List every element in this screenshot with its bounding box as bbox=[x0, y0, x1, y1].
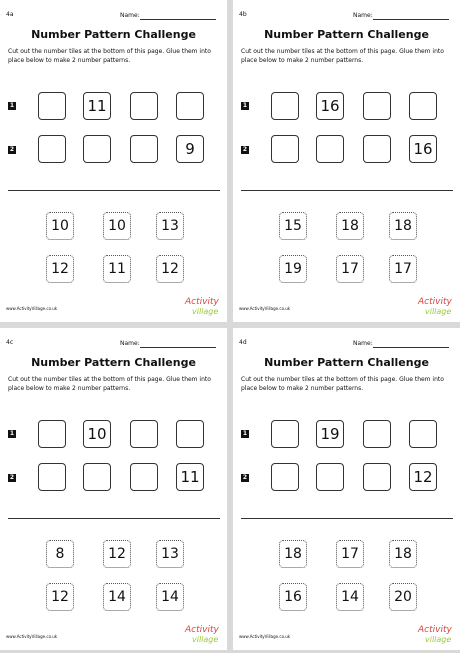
pattern-box bbox=[38, 420, 66, 448]
number-tile: 17 bbox=[389, 255, 417, 283]
row-number-2: 2 bbox=[242, 146, 248, 153]
number-tile: 17 bbox=[336, 540, 364, 568]
row-number-1: 1 bbox=[9, 102, 15, 109]
worksheet-4b bbox=[233, 0, 460, 322]
sheet-title: Number Pattern Challenge bbox=[31, 28, 196, 41]
logo-activity: Activity bbox=[185, 625, 219, 635]
number-tile: 10 bbox=[103, 212, 131, 240]
logo-activity: Activity bbox=[185, 297, 219, 307]
name-label: Name: bbox=[120, 12, 140, 19]
pattern-box bbox=[176, 420, 204, 448]
sheet-code: 4c bbox=[6, 339, 14, 346]
number-tile: 18 bbox=[389, 540, 417, 568]
number-tile: 19 bbox=[279, 255, 307, 283]
number-tile: 18 bbox=[279, 540, 307, 568]
row-number-2: 2 bbox=[242, 474, 248, 481]
pattern-box: 9 bbox=[176, 135, 204, 163]
worksheet-4d bbox=[233, 328, 460, 650]
pattern-box bbox=[130, 420, 158, 448]
pattern-box bbox=[316, 463, 344, 491]
row-number-1: 1 bbox=[242, 102, 248, 109]
number-tile: 15 bbox=[279, 212, 307, 240]
number-tile: 11 bbox=[103, 255, 131, 283]
sheet-title: Number Pattern Challenge bbox=[31, 356, 196, 369]
pattern-box bbox=[130, 92, 158, 120]
pattern-box: 16 bbox=[316, 92, 344, 120]
sheet-code: 4b bbox=[239, 11, 247, 18]
worksheet-4c bbox=[0, 328, 227, 650]
number-tile: 12 bbox=[46, 255, 74, 283]
pattern-box bbox=[38, 92, 66, 120]
name-label: Name: bbox=[120, 340, 140, 347]
pattern-box bbox=[363, 463, 391, 491]
instructions: Cut out the number tiles at the bottom of this page. Glue them into place below to make 2 number patterns. bbox=[8, 376, 211, 392]
cut-line bbox=[241, 190, 453, 191]
number-tile: 20 bbox=[389, 583, 417, 611]
name-label: Name: bbox=[353, 12, 373, 19]
pattern-box bbox=[363, 135, 391, 163]
number-tile: 17 bbox=[336, 255, 364, 283]
number-tile: 14 bbox=[336, 583, 364, 611]
footer-url: www.ActivityVillage.co.uk bbox=[239, 634, 291, 639]
sheet-title: Number Pattern Challenge bbox=[264, 356, 429, 369]
pattern-box: 11 bbox=[83, 92, 111, 120]
name-label: Name: bbox=[353, 340, 373, 347]
logo-village: village bbox=[425, 307, 452, 316]
pattern-box bbox=[409, 420, 437, 448]
instructions: Cut out the number tiles at the bottom of this page. Glue them into place below to make 2 number patterns. bbox=[241, 48, 444, 64]
cut-line bbox=[241, 518, 453, 519]
pattern-box bbox=[38, 463, 66, 491]
row-number-1: 1 bbox=[242, 430, 248, 437]
pattern-box bbox=[271, 420, 299, 448]
logo-village: village bbox=[192, 635, 219, 644]
number-tile: 18 bbox=[336, 212, 364, 240]
name-line bbox=[373, 19, 449, 20]
pattern-box bbox=[409, 92, 437, 120]
pattern-box bbox=[271, 92, 299, 120]
cut-line bbox=[8, 190, 220, 191]
footer-url: www.ActivityVillage.co.uk bbox=[239, 306, 291, 311]
logo-village: village bbox=[425, 635, 452, 644]
number-tile: 14 bbox=[103, 583, 131, 611]
pattern-box: 19 bbox=[316, 420, 344, 448]
pattern-box bbox=[271, 135, 299, 163]
pattern-box bbox=[363, 92, 391, 120]
number-tile: 13 bbox=[156, 212, 184, 240]
number-tile: 12 bbox=[156, 255, 184, 283]
sheet-code: 4d bbox=[239, 339, 247, 346]
number-tile: 13 bbox=[156, 540, 184, 568]
name-line bbox=[140, 19, 216, 20]
number-tile: 12 bbox=[46, 583, 74, 611]
name-line bbox=[373, 347, 449, 348]
cut-line bbox=[8, 518, 220, 519]
logo-activity: Activity bbox=[418, 297, 452, 307]
sheet-title: Number Pattern Challenge bbox=[264, 28, 429, 41]
worksheet-4a bbox=[0, 0, 227, 322]
number-tile: 14 bbox=[156, 583, 184, 611]
pattern-box bbox=[363, 420, 391, 448]
row-number-1: 1 bbox=[9, 430, 15, 437]
pattern-box: 12 bbox=[409, 463, 437, 491]
pattern-box bbox=[130, 463, 158, 491]
pattern-box bbox=[83, 463, 111, 491]
pattern-box: 11 bbox=[176, 463, 204, 491]
pattern-box bbox=[176, 92, 204, 120]
footer-url: www.ActivityVillage.co.uk bbox=[6, 634, 58, 639]
logo-activity: Activity bbox=[418, 625, 452, 635]
pattern-box bbox=[83, 135, 111, 163]
pattern-box: 10 bbox=[83, 420, 111, 448]
pattern-box: 16 bbox=[409, 135, 437, 163]
logo-village: village bbox=[192, 307, 219, 316]
number-tile: 10 bbox=[46, 212, 74, 240]
row-number-2: 2 bbox=[9, 146, 15, 153]
footer-url: www.ActivityVillage.co.uk bbox=[6, 306, 58, 311]
pattern-box bbox=[130, 135, 158, 163]
name-line bbox=[140, 347, 216, 348]
sheet-code: 4a bbox=[6, 11, 14, 18]
number-tile: 16 bbox=[279, 583, 307, 611]
pattern-box bbox=[316, 135, 344, 163]
pattern-box bbox=[271, 463, 299, 491]
row-number-2: 2 bbox=[9, 474, 15, 481]
number-tile: 8 bbox=[46, 540, 74, 568]
instructions: Cut out the number tiles at the bottom of this page. Glue them into place below to make 2 number patterns. bbox=[8, 48, 211, 64]
number-tile: 18 bbox=[389, 212, 417, 240]
number-tile: 12 bbox=[103, 540, 131, 568]
instructions: Cut out the number tiles at the bottom of this page. Glue them into place below to make 2 number patterns. bbox=[241, 376, 444, 392]
pattern-box bbox=[38, 135, 66, 163]
